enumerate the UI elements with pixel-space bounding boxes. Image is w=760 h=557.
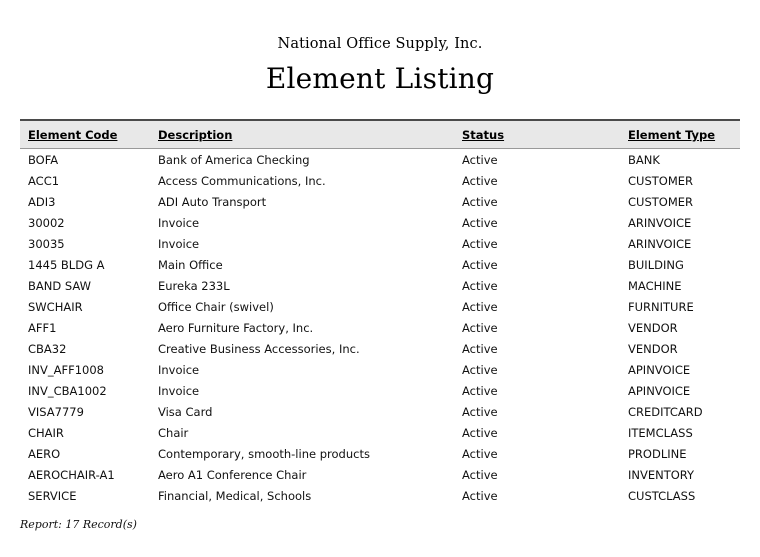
cell-element-type: BANK <box>628 152 660 167</box>
element-listing-body <box>20 149 740 506</box>
cell-description: Financial, Medical, Schools <box>158 488 312 503</box>
cell-element-code: VISA7779 <box>28 404 84 419</box>
table-row[interactable] <box>20 233 740 254</box>
cell-element-code: SWCHAIR <box>28 299 83 314</box>
cell-description: Creative Business Accessories, Inc. <box>158 341 360 356</box>
cell-status: Active <box>462 299 498 314</box>
cell-element-type: VENDOR <box>628 320 678 335</box>
cell-status: Active <box>462 215 498 230</box>
table-row[interactable] <box>20 149 740 170</box>
cell-description: Office Chair (swivel) <box>158 299 274 314</box>
cell-description: Invoice <box>158 215 200 230</box>
cell-status: Active <box>462 257 498 272</box>
column-header-description[interactable]: Description <box>152 121 458 148</box>
cell-element-type: MACHINE <box>628 278 682 293</box>
cell-element-code: ADI3 <box>28 194 56 209</box>
cell-element-code: INV_CBA1002 <box>28 383 107 398</box>
table-row[interactable] <box>20 359 740 380</box>
cell-status: Active <box>462 320 498 335</box>
table-body <box>20 149 740 506</box>
cell-description: Invoice <box>158 236 200 251</box>
cell-status: Active <box>462 383 498 398</box>
cell-description: Visa Card <box>158 404 213 419</box>
cell-description: Access Communications, Inc. <box>158 173 326 188</box>
cell-status: Active <box>462 467 498 482</box>
table-header <box>20 121 740 148</box>
cell-element-code: ACC1 <box>28 173 60 188</box>
cell-status: Active <box>462 341 498 356</box>
cell-element-type: VENDOR <box>628 341 678 356</box>
cell-element-type: INVENTORY <box>628 467 695 482</box>
table-row[interactable] <box>20 338 740 359</box>
table-row[interactable] <box>20 485 740 506</box>
cell-element-code: 30002 <box>28 215 65 230</box>
column-header-element-type[interactable]: Element Type <box>624 121 740 148</box>
cell-description: Bank of America Checking <box>158 152 310 167</box>
table-row[interactable] <box>20 254 740 275</box>
cell-element-code: BOFA <box>28 152 59 167</box>
cell-description: Chair <box>158 425 189 440</box>
cell-status: Active <box>462 278 498 293</box>
company-name: National Office Supply, Inc. <box>277 36 483 52</box>
element-listing-table <box>20 121 740 148</box>
cell-description: Contemporary, smooth-line products <box>158 446 370 461</box>
cell-element-code: SERVICE <box>28 488 77 503</box>
cell-element-code: 1445 BLDG A <box>28 257 105 272</box>
cell-description: Invoice <box>158 383 200 398</box>
cell-element-type: PRODLINE <box>628 446 687 461</box>
cell-element-type: FURNITURE <box>628 299 694 314</box>
cell-status: Active <box>462 425 498 440</box>
table-row[interactable] <box>20 275 740 296</box>
cell-description: ADI Auto Transport <box>158 194 267 209</box>
cell-description: Invoice <box>158 362 200 377</box>
cell-element-type: CREDITCARD <box>628 404 703 419</box>
table-header-row <box>20 121 740 148</box>
page-title: Element Listing <box>265 62 495 95</box>
cell-element-type: ITEMCLASS <box>628 425 693 440</box>
cell-status: Active <box>462 194 498 209</box>
cell-element-code: CBA32 <box>28 341 67 356</box>
cell-element-code: AEROCHAIR-A1 <box>28 467 115 482</box>
cell-element-type: CUSTCLASS <box>628 488 696 503</box>
cell-element-code: AFF1 <box>28 320 57 335</box>
cell-status: Active <box>462 152 498 167</box>
cell-element-type: BUILDING <box>628 257 684 272</box>
cell-element-code: AERO <box>28 446 61 461</box>
column-header-element-code[interactable]: Element Code <box>20 121 152 148</box>
table-row[interactable] <box>20 464 740 485</box>
cell-element-type: ARINVOICE <box>628 215 692 230</box>
cell-description: Aero Furniture Factory, Inc. <box>158 320 314 335</box>
cell-element-type: ARINVOICE <box>628 236 692 251</box>
cell-element-code: CHAIR <box>28 425 64 440</box>
cell-element-code: INV_AFF1008 <box>28 362 104 377</box>
cell-element-type: CUSTOMER <box>628 173 694 188</box>
cell-status: Active <box>462 362 498 377</box>
table-row[interactable] <box>20 443 740 464</box>
table-row[interactable] <box>20 317 740 338</box>
table-row[interactable] <box>20 212 740 233</box>
table-row[interactable] <box>20 380 740 401</box>
cell-description: Eureka 233L <box>158 278 230 293</box>
table-row[interactable] <box>20 191 740 212</box>
cell-status: Active <box>462 446 498 461</box>
cell-status: Active <box>462 236 498 251</box>
cell-element-type: CUSTOMER <box>628 194 694 209</box>
record-count-footer: Report: 17 Record(s) <box>20 518 137 531</box>
cell-element-type: APINVOICE <box>628 383 691 398</box>
table-row[interactable] <box>20 170 740 191</box>
cell-status: Active <box>462 173 498 188</box>
cell-element-type: APINVOICE <box>628 362 691 377</box>
cell-description: Aero A1 Conference Chair <box>158 467 307 482</box>
cell-status: Active <box>462 404 498 419</box>
cell-description: Main Office <box>158 257 223 272</box>
cell-element-code: 30035 <box>28 236 65 251</box>
table-row[interactable] <box>20 401 740 422</box>
cell-status: Active <box>462 488 498 503</box>
table-row[interactable] <box>20 296 740 317</box>
column-header-status[interactable]: Status <box>458 121 624 148</box>
cell-element-code: BAND SAW <box>28 278 91 293</box>
table-row[interactable] <box>20 422 740 443</box>
